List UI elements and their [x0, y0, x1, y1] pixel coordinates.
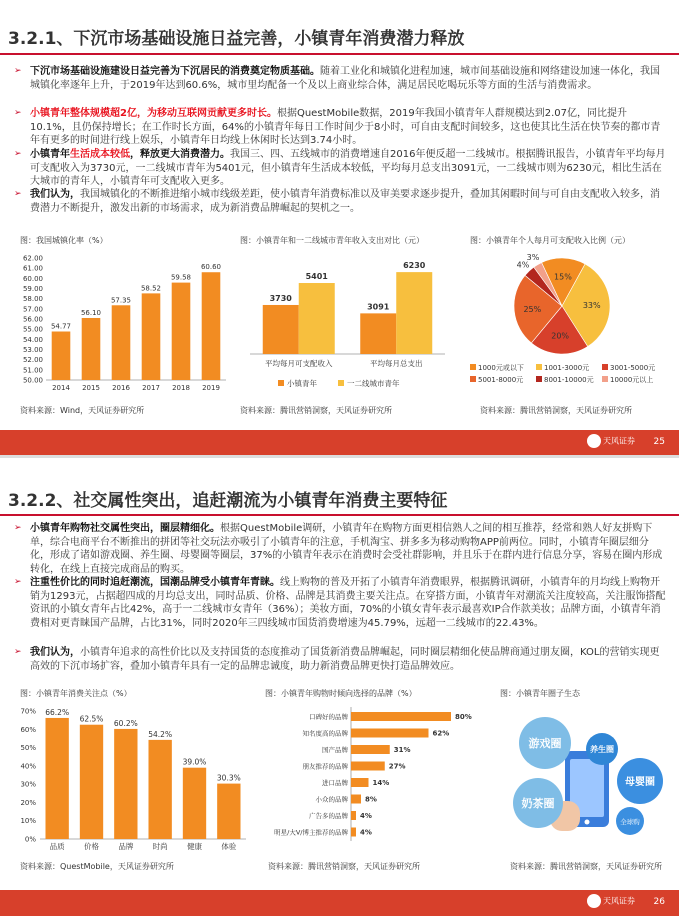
chart-title: 图：小镇青年购物时倾向选择的品牌（%） — [265, 689, 417, 698]
bar — [112, 305, 131, 380]
legend-label: 8001-10000元 — [544, 376, 594, 384]
legend-swatch — [602, 364, 608, 370]
legend-swatch — [536, 376, 542, 382]
x-tick-label: 健康 — [187, 842, 202, 851]
source-note: 资料来源：腾讯营销洞察，天风证券研究所 — [480, 406, 632, 415]
source-note: 资料来源：Wind，天风证券研究所 — [20, 406, 145, 415]
bar — [172, 283, 191, 380]
title-underline — [0, 53, 679, 55]
y-tick-label: 51.00 — [22, 366, 43, 375]
bubble-label: 母婴圈 — [625, 777, 655, 788]
slice-label: 3% — [526, 252, 540, 262]
income-pie-chart — [462, 252, 677, 400]
bullet-lead: 我们认为， — [30, 189, 80, 200]
data-label: 14% — [372, 779, 390, 787]
chart-title: 图：小镇青年和一二线城市青年收入支出对比（元） — [240, 236, 424, 245]
data-label: 5401 — [305, 272, 328, 282]
legend-label: 一二线城市青年 — [347, 379, 400, 388]
bullet-3 — [14, 148, 666, 189]
data-label: 4% — [360, 828, 372, 837]
bar — [351, 828, 356, 837]
bubble-label: 游戏圈 — [528, 737, 562, 750]
x-tick-label: 2019 — [202, 384, 220, 392]
data-label: 4% — [360, 812, 372, 820]
consumer-focus-chart — [10, 701, 250, 856]
logo — [587, 434, 635, 448]
legend-swatch — [338, 380, 344, 386]
bar — [217, 784, 240, 839]
legend-label: 小镇青年 — [287, 379, 317, 388]
bubble-label: 养生圈 — [590, 745, 614, 754]
data-label: 60.2% — [113, 718, 138, 728]
bullet-lead: ，释放更大消费潜力。 — [130, 149, 230, 160]
logo-icon — [587, 894, 601, 908]
bullet-lead-highlight: 生活成本较低 — [70, 149, 130, 160]
bullet-text: 根据QuestMobile调研，小镇青年在购物方面更相信熟人之间的相互推荐，经常和熟人好友拼购下单，综合电商平台不断推出的拼团等社交玩法亦吸引了小镇青年的注意，手机淘宝、拼多多为移动购物APP前两位。同时，小镇青年圈层细分化，形成了诸如游戏圈、养生圈、母婴圈等圈层，37%的小镇青年表示在消费时会受社群影响，并且乐于在群内进行信息分享，容易在圈内形成转化，在线上直接完成商品的购买。 — [30, 523, 663, 575]
legend-label: 1001-3000元 — [544, 364, 590, 372]
y-tick-label: 50% — [20, 744, 36, 753]
bullet-text: 根据QuestMobile数据，2019年我国小镇青年人群规模达到2.07亿，同比提升10.1%，且仍保持增长；在工作时长方面，64%的小镇青年每日工作时间少于8小时，可自由支配时间较多，这也使其比生活在快节奏的都市青年有更多的时间进行线上娱乐，小镇青年日均线上休闲时长达到3.74小时。 — [30, 108, 661, 147]
y-tick-label: 10% — [20, 817, 36, 826]
bar — [202, 272, 221, 380]
bar — [142, 293, 161, 380]
x-tick-label: 2014 — [52, 384, 70, 392]
bar — [351, 712, 451, 721]
legend-label: 5001-8000元 — [478, 376, 524, 384]
x-tick-label: 时尚 — [152, 842, 168, 851]
data-label: 3730 — [269, 293, 292, 303]
data-label: 54.2% — [148, 729, 173, 739]
logo-text: 天风证券 — [603, 436, 635, 446]
y-tick-label: 60.00 — [22, 274, 43, 283]
bar — [351, 762, 385, 771]
slice-label: 4% — [516, 260, 530, 270]
x-tick-label: 2016 — [112, 384, 130, 392]
bar — [299, 283, 335, 354]
legend-label: 3001-5000元 — [610, 364, 656, 372]
chart-title: 图：小镇青年消费关注点（%） — [20, 689, 132, 698]
x-tick-label: 价格 — [84, 842, 99, 851]
data-label: 6230 — [403, 261, 426, 271]
data-label: 39.0% — [182, 757, 207, 767]
x-tick-label: 平均每月总支出 — [370, 359, 423, 368]
y-tick-label: 20% — [20, 798, 36, 807]
data-label: 27% — [388, 762, 406, 771]
legend-swatch — [278, 380, 284, 386]
legend-swatch — [536, 364, 542, 370]
circle-ecology-diagram — [490, 701, 675, 856]
bullet-text: 线上购物的普及开拓了小镇青年消费眼界，根据腾讯调研，小镇青年的月均线上购物开销为1293元，占据超四成的月均总支出，同时品质、价格、品牌是其消费主要关注点。在穿搭方面，小镇青年对潮流关注度较高，关注服饰搭配资讯的小镇女青年占比42%，高于一二线城市女青年（36%）；美妆方面，70%的小镇女青年表示最喜欢IP合作款美妆；品牌方面，小镇青年消费相对更青睐国产品牌，占比31%，同时2020年三四线城市国货消费增速为45.79%，远超一二线城市的22.43%。 — [30, 577, 666, 629]
bullet-text: 随着工业化和城镇化进程加速，城市间基础设施和网络建设加速一体化，我国城镇化率逐年上升，于2019年达到60.6%，城市里均配备一个及以上商业综合体，满足居民吃喝玩乐等方面的生活与消费需求。 — [30, 66, 660, 91]
chart-title: 图：小镇青年圈子生态 — [500, 689, 580, 698]
bar — [45, 718, 68, 839]
bullet-text: 小镇青年追求的高性价比以及支持国货的态度推动了国货新消费品牌崛起，同时圈层精细化使品牌商通过朋友圈，KOL的营销实现更高效的下沉市场扩容，叠加小镇青年具有一定的品牌忠诚度，助力新消费品牌更快打造品牌效应。 — [30, 647, 660, 672]
bullet-lead: 我们认为， — [30, 647, 80, 658]
logo-text: 天风证券 — [603, 896, 635, 906]
bullet-lead: 小镇青年 — [30, 149, 70, 160]
slice-label: 15% — [554, 272, 572, 282]
legend-label: 1000元或以下 — [478, 364, 524, 372]
x-tick-label: 2015 — [82, 384, 100, 392]
x-tick-label: 品牌 — [118, 842, 134, 851]
bar — [148, 740, 171, 839]
x-tick-label: 2017 — [142, 384, 160, 392]
urbanization-rate-chart — [14, 252, 234, 400]
y-tick-label: 62.00 — [22, 254, 43, 263]
bullet-3 — [14, 646, 666, 673]
y-tick-label: 55.00 — [22, 325, 43, 334]
bullet-text: 我国三、四、五线城市的消费增速自2016年便反超一二线城市。根据腾讯报告，小镇青年平均每月可支配收入为3730元，一二线城市青年为5401元，但小镇青年生活成本较低，平均每月总支出3091元，一二线城市则为6230元，相比生活在大城市的青年人，小镇青年可支配收入更多。 — [30, 149, 666, 188]
y-tick-label: 明星/大V/博主推荐的品牌 — [274, 828, 348, 837]
y-tick-label: 广告多的品牌 — [309, 812, 348, 820]
bullet-lead: 小镇青年整体规模超2亿，为移动互联网贡献更多时长。 — [30, 108, 277, 119]
page-title: 3.2.1、下沉市场基础设施日益完善，小镇青年消费潜力释放 — [8, 29, 465, 49]
source-note: 资料来源：腾讯营销洞察，天风证券研究所 — [240, 406, 392, 415]
bullet-lead: 注重性价比的同时追赶潮流，国潮品牌受小镇青年青睐。 — [30, 577, 280, 588]
bar — [52, 332, 71, 380]
bar — [82, 318, 101, 380]
data-label: 8% — [365, 795, 377, 804]
bullet-arrow-icon: ➢ — [14, 189, 22, 199]
y-tick-label: 进口品牌 — [322, 779, 348, 787]
data-label: 60.60 — [200, 263, 222, 272]
y-tick-label: 50.00 — [22, 376, 43, 385]
bullet-1 — [14, 522, 666, 576]
y-tick-label: 57.00 — [22, 305, 43, 314]
bullet-text: 我国城镇化的不断推进缩小城市线级差距，使小镇青年消费标准以及审美要求逐步提升，叠加其闲暇时间与可自由支配收入较多，消费潜力不断提升，激发出新的市场需求，成为新消费品牌崛起的契机之一。 — [30, 189, 660, 214]
data-label: 62.5% — [79, 714, 104, 724]
y-tick-label: 54.00 — [22, 335, 43, 344]
bar — [351, 795, 361, 804]
income-expense-chart — [240, 252, 450, 400]
data-label: 31% — [393, 746, 411, 754]
x-tick-label: 品质 — [49, 842, 65, 851]
y-tick-label: 61.00 — [22, 264, 43, 273]
brand-preference-chart — [255, 701, 485, 856]
bar — [114, 729, 137, 839]
data-label: 54.77 — [50, 322, 72, 331]
bar — [351, 778, 369, 787]
data-label: 56.10 — [80, 308, 102, 317]
y-tick-label: 60% — [20, 725, 36, 734]
bar — [351, 811, 356, 820]
bubble-label: 奶茶圈 — [521, 797, 555, 810]
title-underline — [0, 514, 679, 516]
y-tick-label: 53.00 — [22, 346, 43, 354]
y-tick-label: 知名度高的品牌 — [302, 729, 348, 738]
page-number: 25 — [653, 437, 665, 447]
y-tick-label: 40% — [20, 762, 36, 771]
source-note: 资料来源：腾讯营销洞察，天风证券研究所 — [268, 862, 420, 871]
bubble-label: 全球购 — [620, 818, 640, 826]
data-label: 58.52 — [140, 284, 162, 293]
chart-title: 图：我国城镇化率（%） — [20, 236, 108, 245]
slice-label: 20% — [551, 331, 570, 341]
bar — [360, 313, 396, 354]
y-tick-label: 58.00 — [22, 295, 43, 304]
y-tick-label: 30% — [20, 780, 36, 789]
bullet-arrow-icon: ➢ — [14, 577, 22, 587]
page-number: 26 — [653, 897, 665, 907]
y-tick-label: 口碑好的品牌 — [309, 713, 348, 721]
page-title: 3.2.2、社交属性突出，追赶潮流为小镇青年消费主要特征 — [8, 491, 448, 511]
source-note: 资料来源：腾讯营销洞察，天风证券研究所 — [510, 862, 662, 871]
bullet-lead: 小镇青年购物社交属性突出，圈层精细化。 — [30, 523, 220, 534]
x-tick-label: 2018 — [172, 384, 190, 392]
y-tick-label: 56.00 — [22, 315, 43, 324]
data-label: 3091 — [367, 302, 390, 312]
bullet-1 — [14, 65, 666, 92]
source-note: 资料来源：QuestMobile，天风证券研究所 — [20, 862, 174, 871]
y-tick-label: 0% — [24, 835, 36, 844]
legend-swatch — [602, 376, 608, 382]
footer-bar — [0, 890, 679, 916]
bar — [351, 729, 429, 738]
data-label: 80% — [455, 713, 472, 721]
x-tick-label: 体验 — [221, 842, 237, 851]
footer-bar — [0, 430, 679, 456]
y-tick-label: 朋友推荐的品牌 — [302, 762, 348, 771]
y-tick-label: 小众的品牌 — [315, 795, 348, 804]
bullet-arrow-icon: ➢ — [14, 149, 22, 159]
bullet-arrow-icon: ➢ — [14, 647, 22, 657]
legend-swatch — [470, 376, 476, 382]
y-tick-label: 52.00 — [22, 356, 43, 365]
bar — [396, 272, 432, 354]
data-label: 30.3% — [216, 773, 241, 783]
data-label: 57.35 — [110, 296, 132, 305]
bar — [80, 725, 103, 839]
legend-label: 10000元以上 — [610, 376, 654, 384]
bullet-arrow-icon: ➢ — [14, 523, 22, 533]
data-label: 62% — [432, 729, 450, 738]
legend-swatch — [470, 364, 476, 370]
bar — [351, 745, 390, 754]
chart-title: 图：小镇青年个人每月可支配收入比例（元） — [470, 236, 630, 245]
bullet-arrow-icon: ➢ — [14, 108, 22, 118]
slice-label: 33% — [582, 301, 601, 311]
y-tick-label: 70% — [20, 707, 36, 716]
bullet-2 — [14, 576, 666, 630]
data-label: 66.2% — [45, 707, 70, 717]
y-tick-label: 国产品牌 — [322, 746, 348, 754]
slide-26 — [0, 458, 679, 916]
y-tick-label: 59.00 — [22, 285, 43, 293]
x-tick-label: 平均每月可支配收入 — [265, 359, 333, 368]
bullet-4 — [14, 188, 666, 215]
bullet-2 — [14, 107, 666, 148]
logo — [587, 894, 635, 908]
bullet-lead: 下沉市场基础设施建设日益完善为下沉居民的消费奠定物质基础。 — [30, 66, 320, 77]
logo-icon — [587, 434, 601, 448]
bar — [183, 768, 206, 839]
slice-label: 25% — [523, 304, 542, 314]
bullet-arrow-icon: ➢ — [14, 66, 22, 76]
data-label: 59.58 — [170, 273, 192, 282]
bar — [263, 305, 299, 354]
